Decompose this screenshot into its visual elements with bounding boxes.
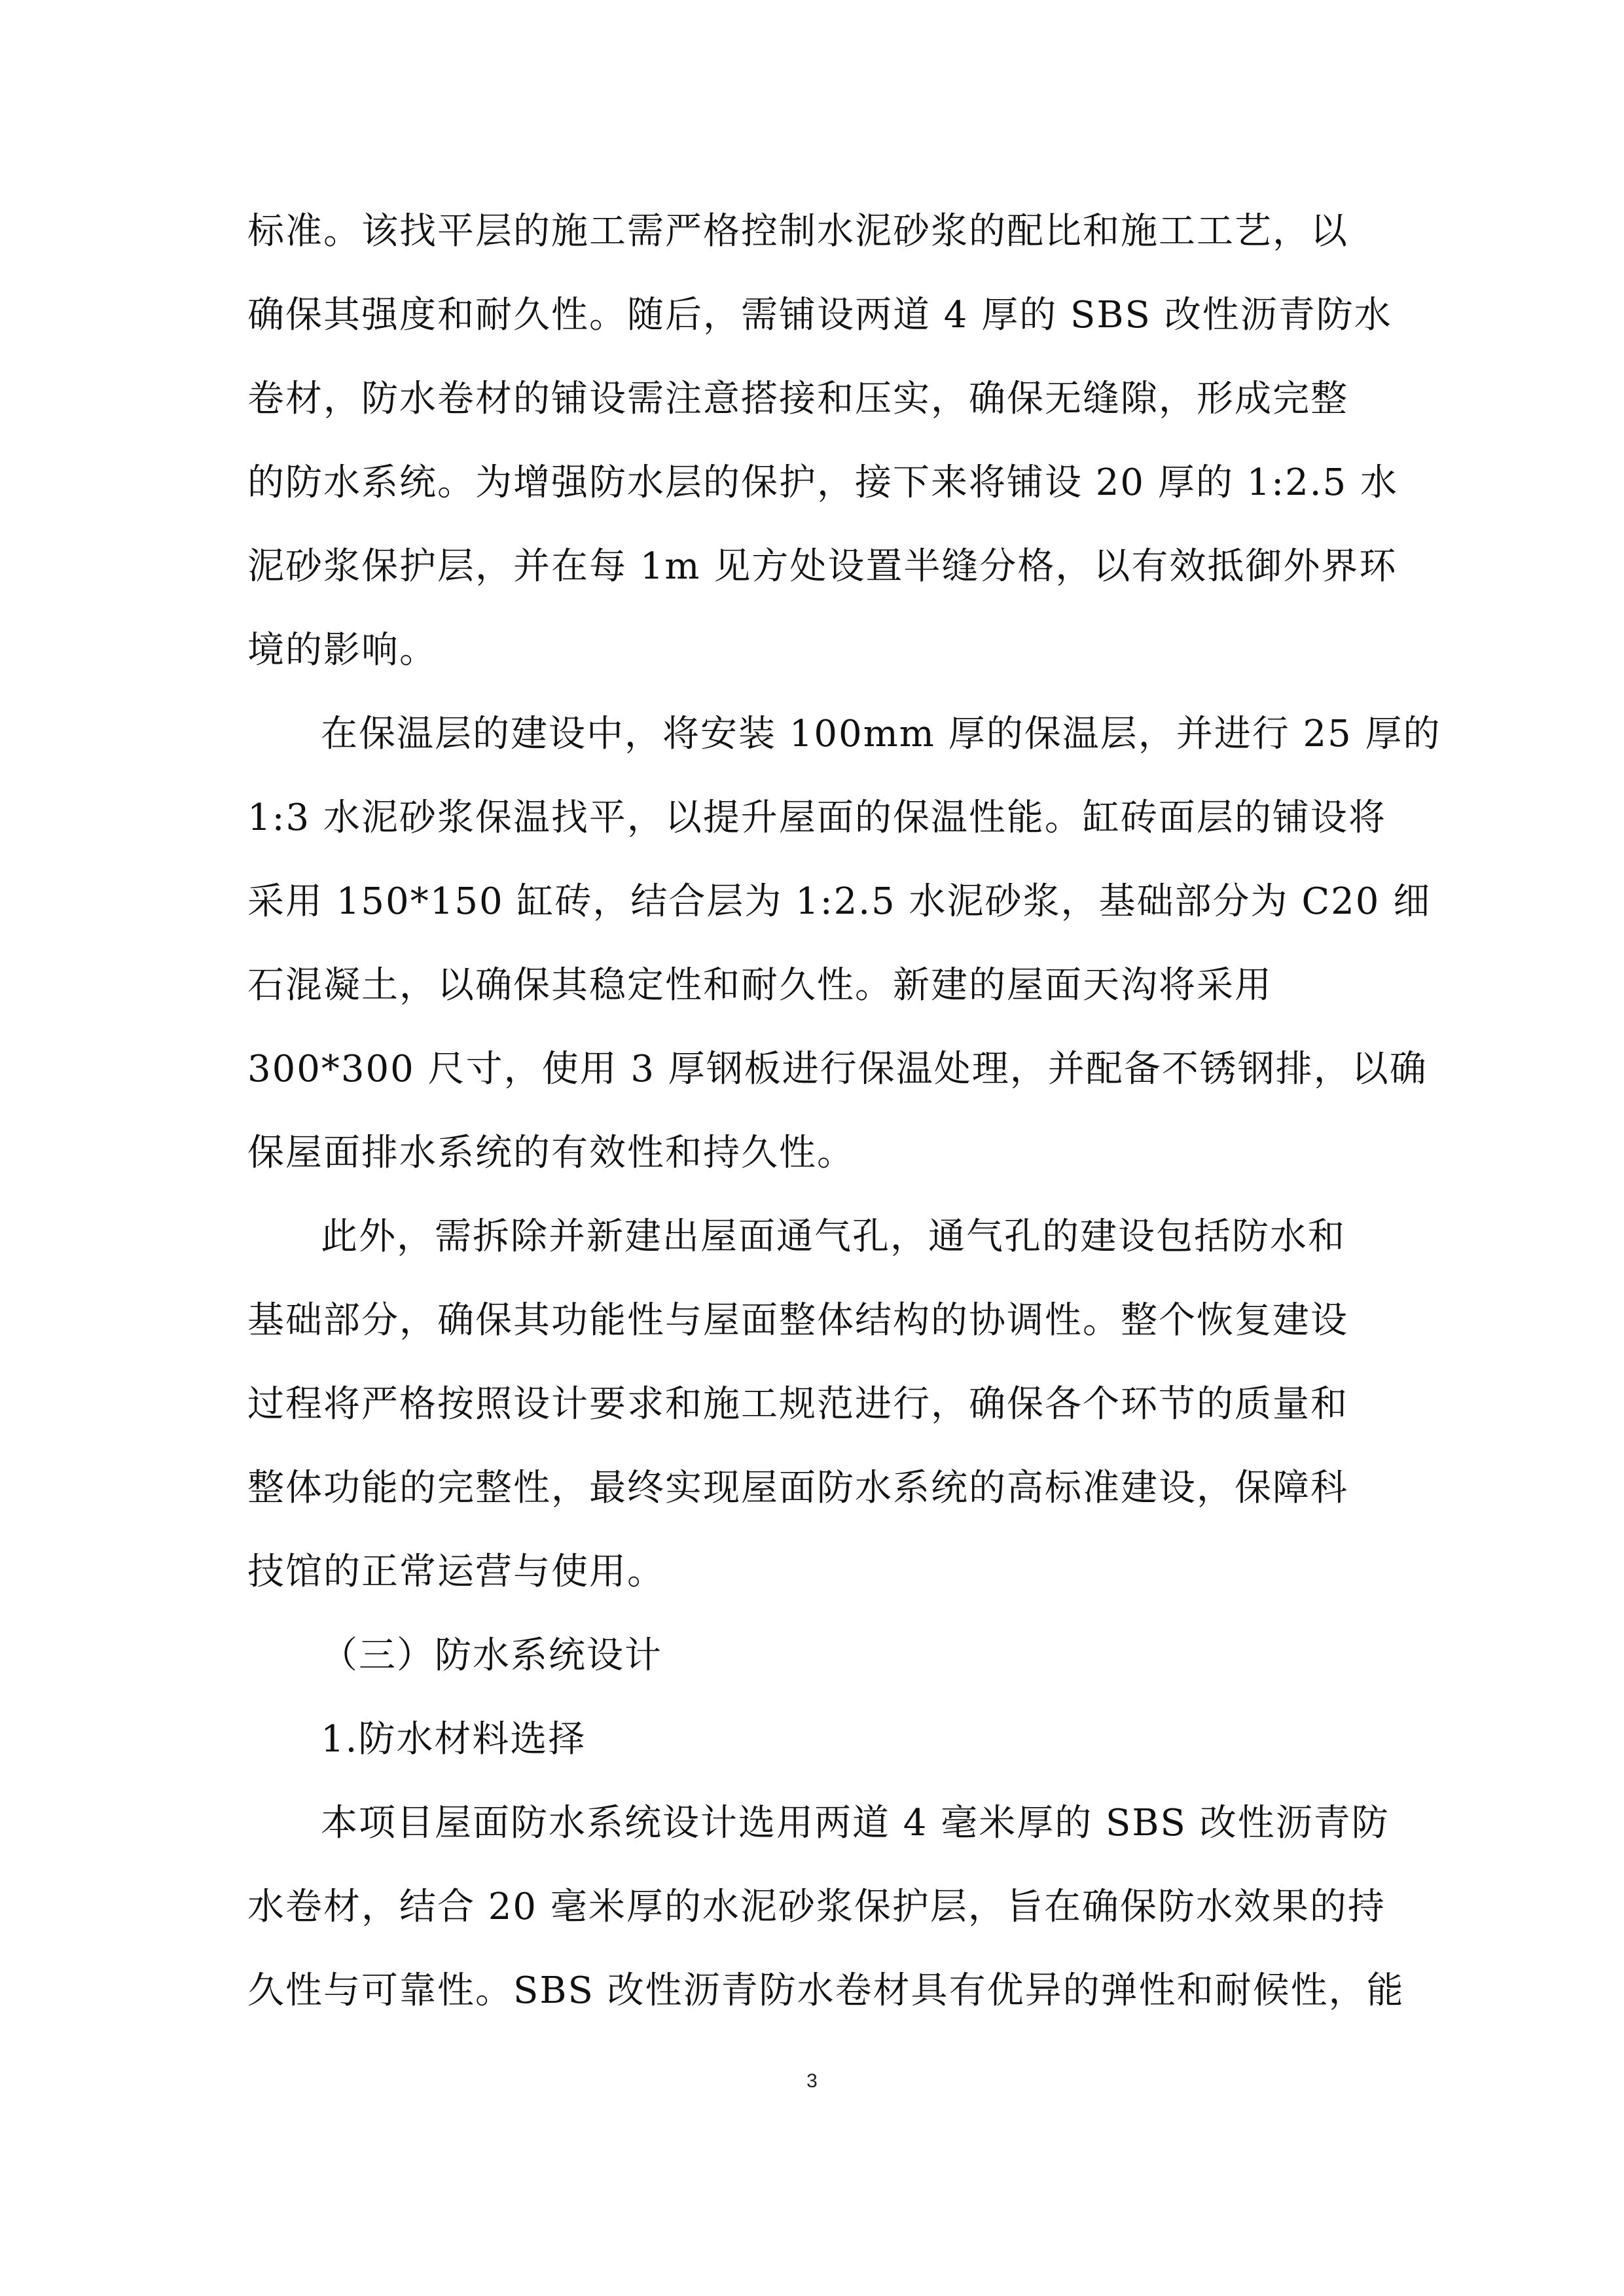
paragraph-line: 卷材，防水卷材的铺设需注意搭接和压实，确保无缝隙，形成完整 <box>247 378 1348 420</box>
paragraph-line: 此外，需拆除并新建出屋面通气孔，通气孔的建设包括防水和 <box>321 1215 1346 1258</box>
paragraph-line: 本项目屋面防水系统设计选用两道 4 毫米厚的 SBS 改性沥青防 <box>321 1802 1390 1844</box>
page-number: 3 <box>806 2070 818 2092</box>
paragraph-line: 1:3 水泥砂浆保温找平，以提升屋面的保温性能。缸砖面层的铺设将 <box>247 797 1386 839</box>
paragraph-line: 久性与可靠性。SBS 改性沥青防水卷材具有优异的弹性和耐候性，能 <box>247 1969 1405 2012</box>
paragraph-line: 确保其强度和耐久性。随后，需铺设两道 4 厚的 SBS 改性沥青防水 <box>247 294 1392 336</box>
paragraph-line: 过程将严格按照设计要求和施工规范进行，确保各个环节的质量和 <box>247 1383 1348 1426</box>
paragraph-line: 在保温层的建设中，将安装 100mm 厚的保温层，并进行 25 厚的 <box>321 713 1441 755</box>
paragraph-line: 300*300 尺寸，使用 3 厚钢板进行保温处理，并配备不锈钢排，以确 <box>247 1048 1428 1090</box>
paragraph-line: 泥砂浆保护层，并在每 1m 见方处设置半缝分格，以有效抵御外界环 <box>247 545 1398 588</box>
paragraph-line: 境的影响。 <box>247 629 437 672</box>
paragraph-line: 标准。该找平层的施工需严格控制水泥砂浆的配比和施工工艺，以 <box>247 210 1348 253</box>
paragraph-line: 石混凝土，以确保其稳定性和耐久性。新建的屋面天沟将采用 <box>247 964 1272 1007</box>
paragraph-line: 保屋面排水系统的有效性和持久性。 <box>247 1132 855 1174</box>
section-heading: （三）防水系统设计 <box>321 1634 662 1677</box>
paragraph-line: 基础部分，确保其功能性与屋面整体结构的协调性。整个恢复建设 <box>247 1299 1348 1342</box>
paragraph-line: 技馆的正常运营与使用。 <box>247 1551 665 1593</box>
subsection-heading: 1.防水材料选择 <box>321 1718 586 1761</box>
paragraph-line: 采用 150*150 缸砖，结合层为 1:2.5 水泥砂浆，基础部分为 C20 细 <box>247 880 1432 923</box>
paragraph-line: 水卷材，结合 20 毫米厚的水泥砂浆保护层，旨在确保防水效果的持 <box>247 1886 1386 1928</box>
paragraph-line: 的防水系统。为增强防水层的保护，接下来将铺设 20 厚的 1:2.5 水 <box>247 461 1399 504</box>
paragraph-line: 整体功能的完整性，最终实现屋面防水系统的高标准建设，保障科 <box>247 1467 1348 1509</box>
